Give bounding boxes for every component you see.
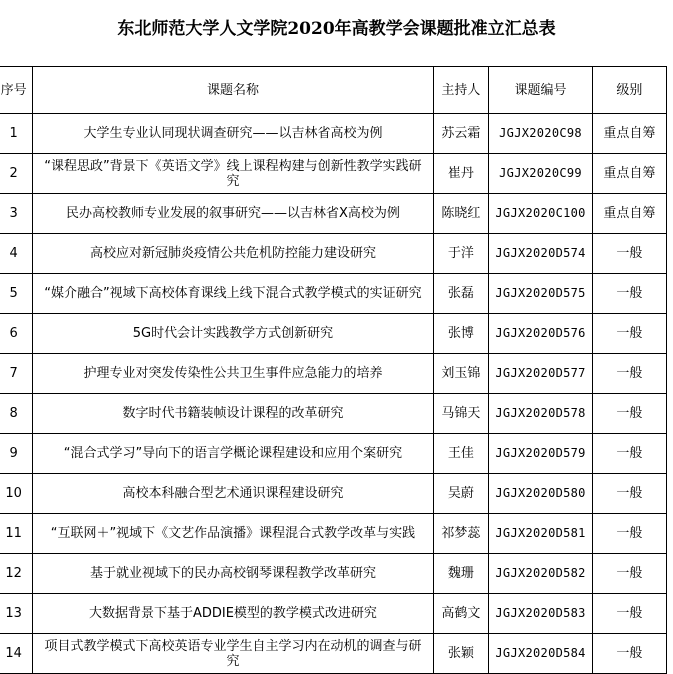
row-level: 一般 xyxy=(592,434,666,474)
row-topic: 基于就业视域下的民办高校钢琴课程教学改革研究 xyxy=(33,554,433,594)
header-host: 主持人 xyxy=(433,67,489,114)
row-code: JGJX2020D579 xyxy=(489,434,593,474)
row-code: JGJX2020D580 xyxy=(489,474,593,514)
row-number: 8 xyxy=(0,394,33,434)
row-topic: “媒介融合”视域下高校体育课线上线下混合式教学模式的实证研究 xyxy=(33,274,433,314)
row-host: 王佳 xyxy=(433,434,489,474)
row-topic: 5G时代会计实践教学方式创新研究 xyxy=(33,314,433,354)
row-number: 2 xyxy=(0,154,33,194)
row-number: 13 xyxy=(0,594,33,634)
row-code: JGJX2020D582 xyxy=(489,554,593,594)
project-summary-table xyxy=(0,66,667,674)
row-topic: 高校应对新冠肺炎疫情公共危机防控能力建设研究 xyxy=(33,234,433,274)
row-topic: “混合式学习”导向下的语言学概论课程建设和应用个案研究 xyxy=(33,434,433,474)
row-topic: 大数据背景下基于ADDIE模型的教学模式改进研究 xyxy=(33,594,433,634)
header-level: 级别 xyxy=(592,67,666,114)
row-number: 3 xyxy=(0,194,33,234)
table-row xyxy=(0,394,667,434)
row-level: 一般 xyxy=(592,394,666,434)
row-level: 一般 xyxy=(592,634,666,674)
row-level: 重点自筹 xyxy=(592,154,666,194)
row-level: 一般 xyxy=(592,514,666,554)
table-row xyxy=(0,634,667,674)
table-row xyxy=(0,514,667,554)
header-no: 序号 xyxy=(0,67,33,114)
row-number: 11 xyxy=(0,514,33,554)
row-number: 6 xyxy=(0,314,33,354)
table-header-row xyxy=(0,67,667,114)
table-row xyxy=(0,594,667,634)
row-code: JGJX2020D581 xyxy=(489,514,593,554)
row-host: 张颖 xyxy=(433,634,489,674)
row-number: 5 xyxy=(0,274,33,314)
row-number: 12 xyxy=(0,554,33,594)
row-code: JGJX2020D576 xyxy=(489,314,593,354)
row-level: 重点自筹 xyxy=(592,194,666,234)
table-row xyxy=(0,354,667,394)
table-row xyxy=(0,274,667,314)
row-host: 祁梦蕊 xyxy=(433,514,489,554)
row-code: JGJX2020D574 xyxy=(489,234,593,274)
row-level: 一般 xyxy=(592,274,666,314)
row-code: JGJX2020C98 xyxy=(489,114,593,154)
row-number: 14 xyxy=(0,634,33,674)
row-topic: 大学生专业认同现状调查研究——以吉林省高校为例 xyxy=(33,114,433,154)
table-row xyxy=(0,234,667,274)
row-host: 苏云霜 xyxy=(433,114,489,154)
row-code: JGJX2020C99 xyxy=(489,154,593,194)
row-topic: 护理专业对突发传染性公共卫生事件应急能力的培养 xyxy=(33,354,433,394)
row-topic: 项目式教学模式下高校英语专业学生自主学习内在动机的调查与研究 xyxy=(33,634,433,674)
row-number: 10 xyxy=(0,474,33,514)
row-host: 刘玉锦 xyxy=(433,354,489,394)
row-level: 一般 xyxy=(592,354,666,394)
table-row xyxy=(0,474,667,514)
row-number: 4 xyxy=(0,234,33,274)
row-code: JGJX2020D584 xyxy=(489,634,593,674)
row-number: 1 xyxy=(0,114,33,154)
row-code: JGJX2020D583 xyxy=(489,594,593,634)
row-number: 7 xyxy=(0,354,33,394)
header-topic: 课题名称 xyxy=(33,67,433,114)
row-host: 高鹤文 xyxy=(433,594,489,634)
table-row xyxy=(0,194,667,234)
row-host: 张磊 xyxy=(433,274,489,314)
row-host: 马锦天 xyxy=(433,394,489,434)
row-host: 魏珊 xyxy=(433,554,489,594)
header-code: 课题编号 xyxy=(489,67,593,114)
row-number: 9 xyxy=(0,434,33,474)
table-row xyxy=(0,154,667,194)
row-topic: “课程思政”背景下《英语文学》线上课程构建与创新性教学实践研究 xyxy=(33,154,433,194)
row-code: JGJX2020D575 xyxy=(489,274,593,314)
row-host: 陈晓红 xyxy=(433,194,489,234)
document-title: 东北师范大学人文学院2020年高教学会课题批准立汇总表 xyxy=(117,19,556,39)
row-topic: 民办高校教师专业发展的叙事研究——以吉林省X高校为例 xyxy=(33,194,433,234)
row-host: 于洋 xyxy=(433,234,489,274)
row-code: JGJX2020C100 xyxy=(489,194,593,234)
table-row xyxy=(0,114,667,154)
table-row xyxy=(0,314,667,354)
row-code: JGJX2020D577 xyxy=(489,354,593,394)
row-level: 一般 xyxy=(592,314,666,354)
row-level: 一般 xyxy=(592,594,666,634)
row-topic: 数字时代书籍装帧设计课程的改革研究 xyxy=(33,394,433,434)
row-level: 一般 xyxy=(592,474,666,514)
table-row xyxy=(0,554,667,594)
row-level: 一般 xyxy=(592,554,666,594)
row-topic: “互联网＋”视域下《文艺作品演播》课程混合式教学改革与实践 xyxy=(33,514,433,554)
row-level: 一般 xyxy=(592,234,666,274)
table-row xyxy=(0,434,667,474)
row-code: JGJX2020D578 xyxy=(489,394,593,434)
row-level: 重点自筹 xyxy=(592,114,666,154)
row-host: 吴蔚 xyxy=(433,474,489,514)
row-topic: 高校本科融合型艺术通识课程建设研究 xyxy=(33,474,433,514)
row-host: 张博 xyxy=(433,314,489,354)
row-host: 崔丹 xyxy=(433,154,489,194)
